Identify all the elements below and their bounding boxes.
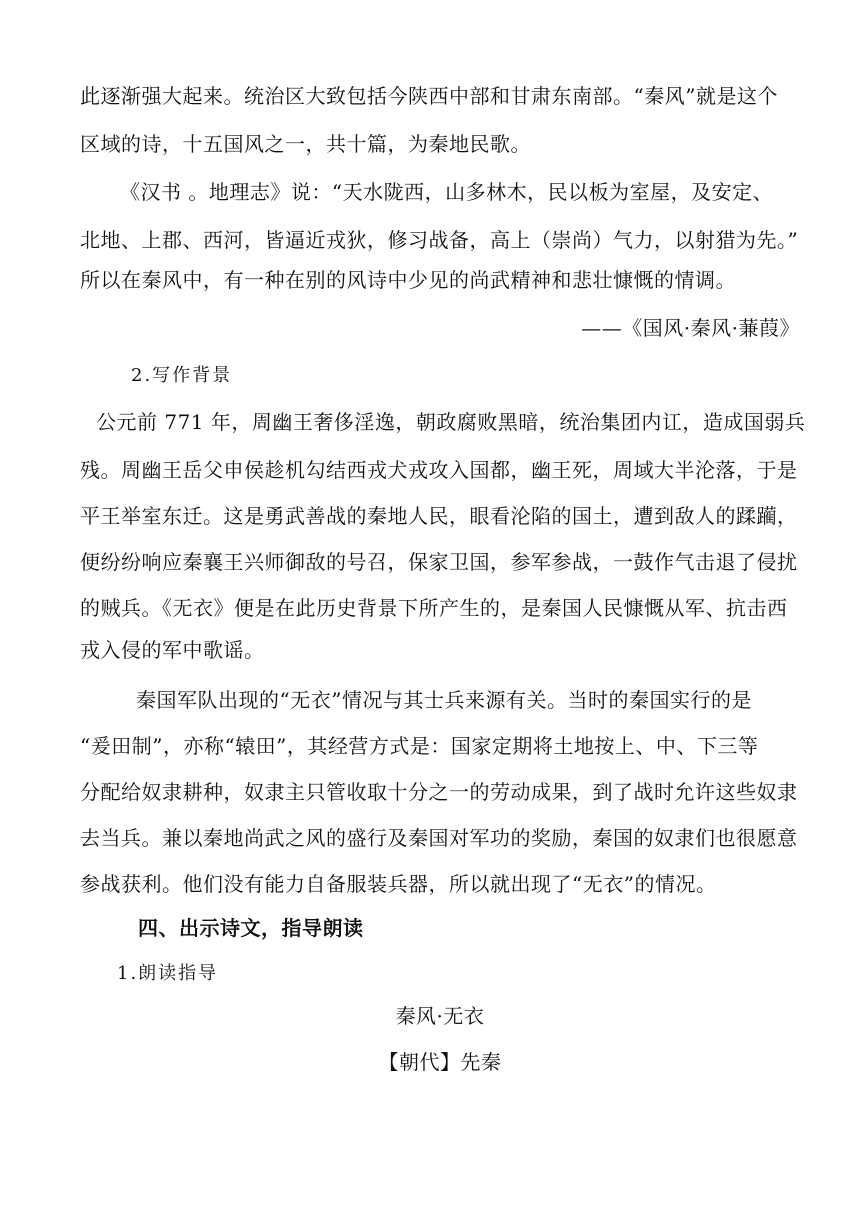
army-line-5: 参战获利。他们没有能力自备服装兵器，所以就出现了“无衣”的情况。 [80,872,717,896]
intro-line-1: 此逐渐强大起来。统治区大致包括今陕西中部和甘肃东南部。“秦风”就是这个 [80,84,778,108]
quote-source: ——《国风·秦风·蒹葭》 [581,316,800,340]
quote-line-1: 《汉书 。地理志》说：“天水陇西，山多林木，民以板为室屋，及安定、 [120,180,774,204]
background-line-4: 便纷纷响应秦襄王兴师御敌的号召，保家卫国，参军参战，一鼓作气击退了侵扰 [80,550,798,574]
background-line-6: 戎入侵的军中歌谣。 [80,638,265,662]
reading-guide-title: 1.朗读指导 [117,963,219,984]
background-line-1: 公元前 771 年，周幽王奢侈淫逸，朝政腐败黑暗，统治集团内讧，造成国弱兵 [96,410,806,434]
army-line-1: 秦国军队出现的“无衣”情况与其士兵来源有关。当时的秦国实行的是 [136,688,752,712]
section-4-title: 四、出示诗文，指导朗读 [138,916,364,940]
section-2-title: 2.写作背景 [131,365,233,386]
army-line-3: 分配给奴隶耕种，奴隶主只管收取十分之一的劳动成果，到了战时允许这些奴隶 [80,780,798,804]
army-line-4: 去当兵。兼以秦地尚武之风的盛行及秦国对军功的奖励，秦国的奴隶们也很愿意 [80,826,798,850]
quote-line-3: 所以在秦风中，有一种在别的风诗中少见的尚武精神和悲壮慷慨的情调。 [80,268,736,292]
background-line-5: 的贼兵。《无衣》便是在此历史背景下所产生的，是秦国人民慷慨从军、抗击西 [80,596,788,620]
poem-title: 秦风·无衣 [395,1004,485,1028]
background-line-2: 残。周幽王岳父申侯趁机勾结西戎犬戎攻入国都，幽王死，周域大半沦落，于是 [80,458,798,482]
quote-line-2: 北地、上郡、西河，皆逼近戎狄，修习战备，高上（崇尚）气力，以射猎为先。” [80,228,799,252]
background-line-3: 平王举室东迁。这是勇武善战的秦地人民，眼看沦陷的国土，遭到敌人的蹂躏， [80,504,798,528]
army-line-2: “爰田制”，亦称“辕田”，其经营方式是：国家定期将土地按上、中、下三等 [80,734,759,758]
poem-dynasty: 【朝代】先秦 [378,1050,502,1074]
intro-line-2: 区域的诗，十五国风之一，共十篇，为秦地民歌。 [80,132,531,156]
